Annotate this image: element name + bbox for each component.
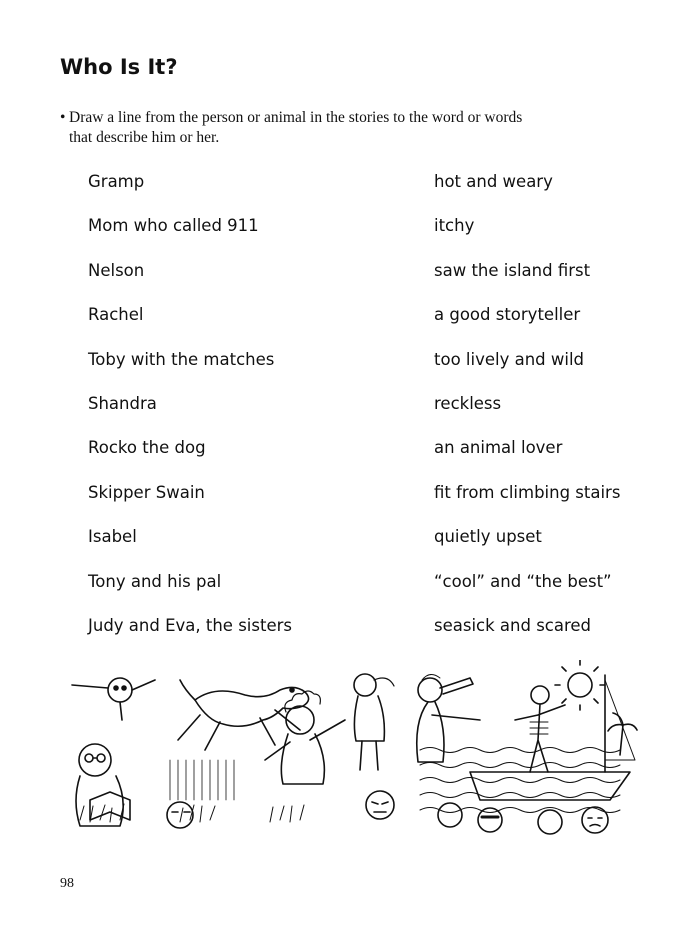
people-list bbox=[88, 170, 292, 658]
telescope-person-icon bbox=[417, 674, 480, 762]
description-item[interactable]: a good storyteller bbox=[434, 305, 581, 325]
person-item[interactable]: Rachel bbox=[88, 305, 144, 325]
ponytail-girl-icon bbox=[354, 674, 394, 770]
child-icon bbox=[72, 678, 155, 720]
person-item[interactable]: Rocko the dog bbox=[88, 438, 206, 458]
description-item[interactable]: seasick and scared bbox=[434, 615, 592, 635]
description-item[interactable]: an animal lover bbox=[434, 438, 563, 458]
person-item[interactable]: Judy and Eva, the sisters bbox=[88, 615, 292, 635]
description-item[interactable]: fit from climbing stairs bbox=[434, 482, 621, 502]
description-item[interactable]: reckless bbox=[434, 393, 502, 413]
description-item[interactable]: “cool” and “the best” bbox=[434, 571, 612, 591]
dog-icon bbox=[178, 680, 309, 750]
page-number: 98 bbox=[60, 876, 74, 891]
descriptions-list bbox=[434, 170, 620, 658]
person-item[interactable]: Tony and his pal bbox=[88, 571, 222, 591]
person-item[interactable]: Mom who called 911 bbox=[88, 216, 259, 236]
faces-row-icon bbox=[167, 791, 608, 834]
palm-tree-icon bbox=[608, 713, 637, 755]
description-item[interactable]: itchy bbox=[434, 216, 475, 236]
person-item[interactable]: Skipper Swain bbox=[88, 482, 205, 502]
bullet-icon: • bbox=[60, 109, 66, 126]
sun-icon bbox=[555, 660, 605, 710]
story-characters-illustration bbox=[60, 660, 640, 840]
person-item[interactable]: Nelson bbox=[88, 260, 145, 280]
instruction-text: Draw a line from the person or animal in the stories to the word or words that describe him or her. bbox=[69, 109, 523, 146]
person-item[interactable]: Shandra bbox=[88, 393, 157, 413]
description-item[interactable]: saw the island first bbox=[434, 260, 591, 280]
sailboat-icon bbox=[470, 675, 635, 800]
person-item[interactable]: Toby with the matches bbox=[88, 349, 275, 369]
person-item[interactable]: Isabel bbox=[88, 527, 137, 547]
description-item[interactable]: hot and weary bbox=[434, 172, 553, 191]
instruction bbox=[60, 108, 540, 148]
description-item[interactable]: too lively and wild bbox=[434, 349, 585, 369]
page-title: Who Is It? bbox=[60, 55, 178, 79]
person-item[interactable]: Gramp bbox=[88, 172, 145, 191]
description-item[interactable]: quietly upset bbox=[434, 527, 542, 547]
